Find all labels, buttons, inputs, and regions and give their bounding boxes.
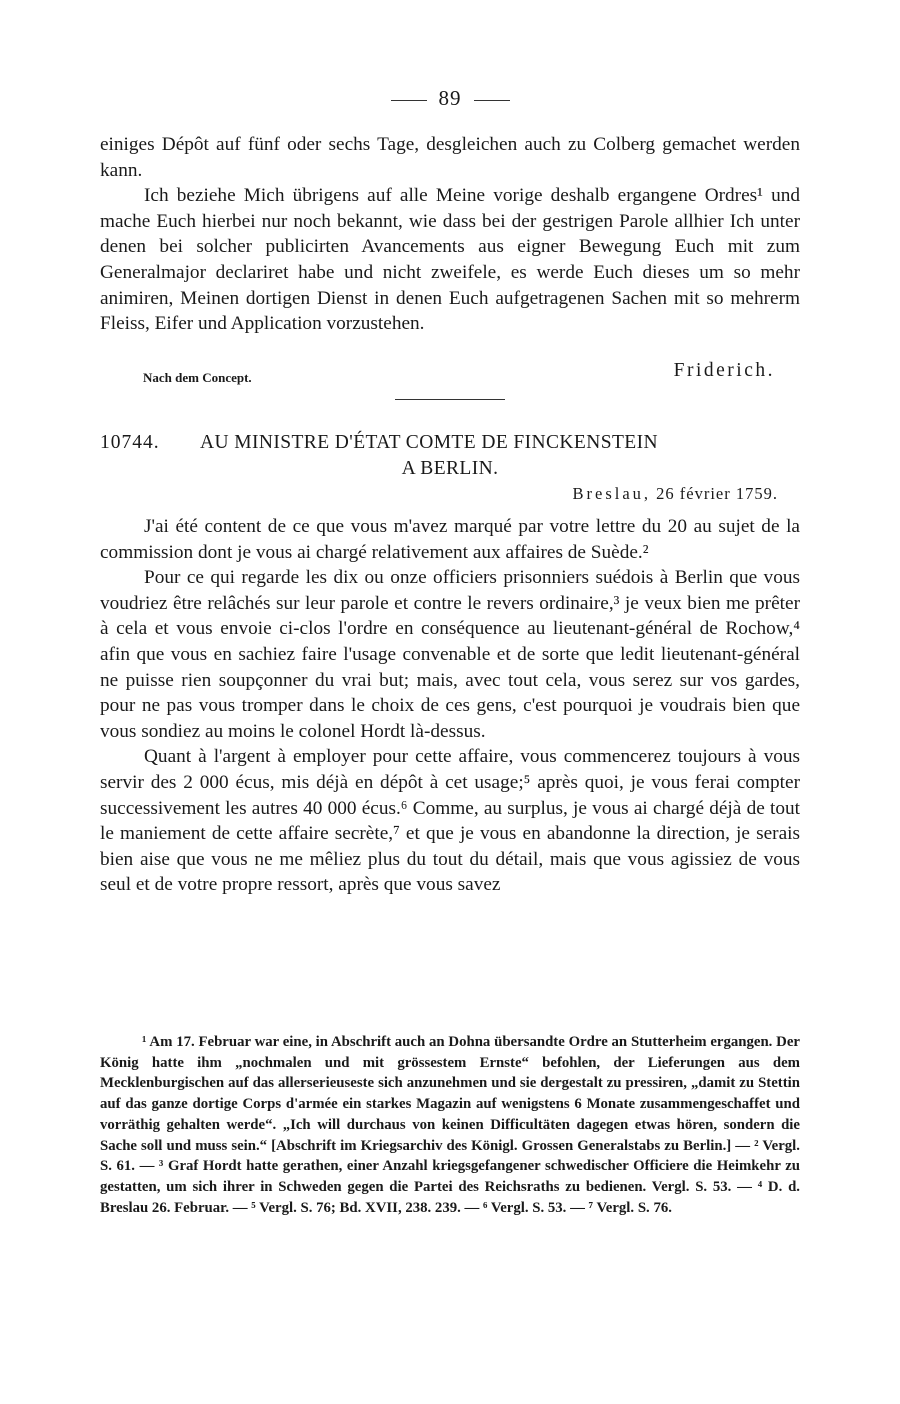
letter-title-line1: AU MINISTRE D'ÉTAT COMTE DE FINCKENSTEIN [200, 432, 658, 453]
dateline-place: Breslau, [572, 484, 652, 503]
dateline [573, 484, 779, 504]
paragraph: J'ai été content de ce que vous m'avez marqué par votre lettre du 20 au sujet de la commission dont je vous ai chargé relativement aux affaires de Suède.² [100, 516, 800, 563]
page-number: 89 [438, 86, 462, 110]
dateline-date: 26 février 1759. [656, 484, 778, 503]
paragraph: Pour ce qui regarde les dix ou onze officiers prisonniers suédois à Berlin que vous voudriez être relâchés sur leur parole et contre le revers ordinaire,³ je veux bien me prêter à cela et vous envoie ci-clos l'ordre en conséquence au lieutenant-général de Rochow,⁴ afin que vous en sachiez faire l'usage convenable et de sorte que ledit lieutenant-général ne puisse rien soupçonner du vrai but; mais, avec tout cela, vous serez sur vos gardes, pour ne pas vous tromper dans le choix de ces gens, c'est pourquoi je voudrais bien que vous sondiez au moins le colonel Hordt là-dessus. [100, 567, 800, 742]
signature: Friderich. [673, 360, 775, 381]
letter-number: 10744. [100, 432, 160, 453]
source-note: Nach dem Concept. [143, 370, 252, 385]
letter-title-line2: A BERLIN. [401, 458, 499, 479]
closing-row [143, 360, 775, 390]
page-number-dash-right [474, 100, 510, 101]
footnote-text: ¹ Am 17. Februar war eine, in Abschrift auch an Dohna übersandte Ordre an Stutterheim ergangen. Der König hatte ihm „nochmalen und mit grössestem Ernste“ befohlen, der Lieferungen aus dem Mecklenburgischen auf das allerserieuseste sich anzunehmen und sie dergestalt zu pressiren, „damit zu Stettin auf das ganze dortige Corps d'armée ein starkes Magazin auf wenigstens 6 Monate zusammengeschaffet und vorräthig gehalten werde“. „Ich will durchaus von keinen Difficultäten dagegen etwas hören, sondern die Sache soll und muss sein.“ [Abschrift im Kriegsarchiv des Königl. Grossen Generalstabs zu Berlin.] — ² Vergl. S. 61. — ³ Graf Hordt hatte gerathen, einer Anzahl kriegsgefangener schwedischer Officiere die Heimkehr zu gestatten, um sich ihrer in Schweden gegen die Partei des Reichsraths zu bedienen. Vergl. S. 53. — ⁴ D. d. Breslau 26. Februar. — ⁵ Vergl. S. 76; Bd. XVII, 238. 239. — ⁶ Vergl. S. 53. — ⁷ Vergl. S. 76. [100, 1034, 800, 1216]
previous-letter-text [100, 132, 800, 337]
paragraph: Ich beziehe Mich übrigens auf alle Meine vorige deshalb ergangene Ordres¹ und mache Euch hierbei nur noch bekannt, wie dass bei der gestrigen Parole allhier Ich unter denen bei solcher publicirten Avancements aus eigner Bewegung Euch mit zum Generalmajor declariret habe und nicht zweifele, es werde Euch dieses um so mehr animiren, Meinen dortigen Dienst in denen Euch aufgetragenen Sachen mit so mehrerm Fleiss, Eifer und Application vorzustehen. [100, 185, 800, 335]
section-divider [395, 399, 505, 400]
page-number-dash-left [391, 100, 427, 101]
paragraph: Quant à l'argent à employer pour cette affaire, vous commencerez toujours à vous servir des 2 000 écus, mis déjà en dépôt à cet usage;⁵ après quoi, je vous ferai compter successivement les autres 40 000 écus.⁶ Comme, au surplus, je vous ai chargé déjà de tout le maniement de cette affaire secrète,⁷ et que je vous en abandonne la direction, je serais bien aise que vous ne me mêliez plus du tout du détail, mais que vous agissiez de vous seul et de votre propre ressort, après que vous savez [100, 746, 800, 896]
letter-body [100, 514, 800, 898]
page-number-row [0, 86, 900, 111]
paragraph: einiges Dépôt auf fünf oder sechs Tage, desgleichen auch zu Colberg gemachet werden kann. [100, 134, 800, 181]
letter-heading [100, 430, 800, 482]
footnotes [100, 1032, 800, 1218]
